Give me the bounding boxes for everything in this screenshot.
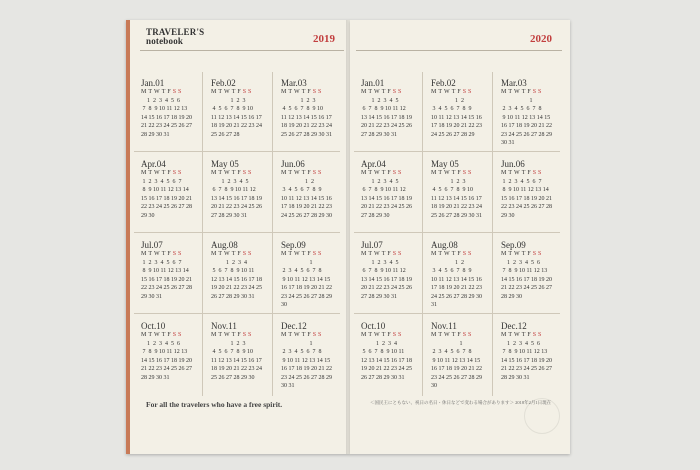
weekday-label: W <box>444 332 452 338</box>
day-numbers: 1 2 3 4 5 6 7 8 9 10 11 12 13 14 15 16 17 18 19 20 21 22 23 24 25 26 27 28 29 <box>431 98 482 138</box>
weekday-label: S <box>468 251 474 257</box>
weekday-label: M <box>501 170 509 176</box>
weekday-label: T <box>288 251 295 257</box>
grid-divider <box>134 232 340 233</box>
weekday-label: T <box>218 170 225 176</box>
weekday-label: W <box>444 89 452 95</box>
footer-tagline: For all the travelers who have a free spirit. <box>146 400 283 409</box>
weekday-label: W <box>294 332 302 338</box>
weekday-label: W <box>294 251 302 257</box>
month-name: Sep.09 <box>501 240 526 250</box>
month-name: Jul.07 <box>141 240 163 250</box>
weekday-label: T <box>451 170 458 176</box>
weekday-label: W <box>154 170 162 176</box>
day-numbers: 1 2 3 4 5 6 7 8 9 10 11 12 13 14 15 16 17 18 19 20 21 22 23 24 25 26 27 28 29 30 <box>281 260 332 309</box>
header-rule <box>356 50 562 51</box>
weekday-header <box>501 170 543 176</box>
weekday-label: S <box>242 89 249 95</box>
weekday-label: M <box>281 89 289 95</box>
weekday-label: M <box>431 170 439 176</box>
weekday-label: F <box>307 170 313 176</box>
weekday-header <box>501 251 543 257</box>
grid-divider <box>134 313 340 314</box>
grid-divider <box>422 72 423 396</box>
weekday-label: S <box>398 251 404 257</box>
weekday-header <box>361 332 403 338</box>
weekday-label: M <box>501 251 509 257</box>
weekday-label: M <box>141 89 149 95</box>
weekday-label: S <box>532 170 539 176</box>
month-cell <box>424 234 490 312</box>
weekday-label: T <box>301 251 308 257</box>
weekday-label: F <box>387 332 393 338</box>
weekday-label: W <box>514 332 522 338</box>
weekday-label: W <box>514 89 522 95</box>
day-numbers: 1 2 3 4 5 6 7 8 9 10 11 12 13 14 15 16 17 18 19 20 21 22 23 24 25 26 27 28 29 30 <box>281 179 332 219</box>
weekday-label: W <box>514 170 522 176</box>
month-name: Dec.12 <box>281 321 307 331</box>
day-numbers: 1 2 3 4 5 6 7 8 9 10 11 12 13 14 15 16 17 18 19 20 21 22 23 24 25 26 27 28 29 30 <box>501 179 552 219</box>
month-name: Jan.01 <box>141 78 165 88</box>
weekday-label: T <box>161 251 168 257</box>
weekday-label: S <box>248 170 254 176</box>
month-name: Jul.07 <box>361 240 383 250</box>
weekday-label: S <box>312 251 319 257</box>
weekday-label: T <box>148 332 155 338</box>
weekday-label: S <box>312 332 319 338</box>
weekday-label: F <box>527 89 533 95</box>
weekday-header <box>361 251 403 257</box>
grid-divider <box>354 313 560 314</box>
weekday-label: S <box>318 251 324 257</box>
month-cell <box>424 315 490 393</box>
weekday-label: T <box>161 170 168 176</box>
weekday-label: S <box>532 332 539 338</box>
month-grid-2019 <box>130 72 350 396</box>
weekday-label: W <box>444 251 452 257</box>
month-name: Dec.12 <box>501 321 527 331</box>
weekday-label: T <box>218 251 225 257</box>
weekday-label: W <box>154 332 162 338</box>
month-cell <box>354 153 420 231</box>
day-numbers: 1 2 3 4 5 6 7 8 9 10 11 12 13 14 15 16 17 18 19 20 21 22 23 24 25 26 27 28 <box>211 98 262 138</box>
weekday-label: T <box>231 332 238 338</box>
brand-line2: notebook <box>146 36 184 46</box>
weekday-label: S <box>538 332 544 338</box>
weekday-label: F <box>387 251 393 257</box>
weekday-label: S <box>242 251 249 257</box>
month-name: Nov.11 <box>211 321 237 331</box>
month-cell <box>204 234 270 312</box>
weekday-label: M <box>141 170 149 176</box>
weekday-label: F <box>457 332 463 338</box>
weekday-label: W <box>224 89 232 95</box>
weekday-label: W <box>514 251 522 257</box>
day-numbers: 1 2 3 4 5 6 7 8 9 10 11 12 13 14 15 16 17 18 19 20 21 22 23 24 25 26 27 28 29 30 31 <box>361 98 412 138</box>
day-numbers: 1 2 3 4 5 6 7 8 9 10 11 12 13 14 15 16 17 18 19 20 21 22 23 24 25 26 27 28 29 30 <box>361 179 412 219</box>
weekday-label: S <box>538 89 544 95</box>
weekday-header <box>281 332 323 338</box>
day-numbers: 1 2 3 4 5 6 7 8 9 10 11 12 13 14 15 16 17 18 19 20 21 22 23 24 25 26 27 28 29 30 <box>501 260 552 300</box>
month-name: Jun.06 <box>501 159 525 169</box>
month-name: Feb.02 <box>211 78 236 88</box>
weekday-label: T <box>231 170 238 176</box>
month-name: Mar.03 <box>501 78 527 88</box>
weekday-label: T <box>301 89 308 95</box>
grid-divider <box>202 72 203 396</box>
weekday-label: S <box>312 89 319 95</box>
weekday-label: W <box>154 251 162 257</box>
weekday-label: S <box>468 332 474 338</box>
weekday-label: S <box>248 332 254 338</box>
weekday-label: T <box>451 89 458 95</box>
month-name: Oct.10 <box>141 321 166 331</box>
month-name: Apr.04 <box>141 159 166 169</box>
weekday-label: W <box>444 170 452 176</box>
grid-divider <box>134 151 340 152</box>
weekday-label: F <box>237 170 243 176</box>
weekday-label: F <box>167 170 173 176</box>
weekday-header <box>361 170 403 176</box>
weekday-label: T <box>231 251 238 257</box>
day-numbers: 1 2 3 4 5 6 7 8 9 10 11 12 13 14 15 16 17 18 19 20 21 22 23 24 25 26 27 28 29 30 31 <box>281 341 332 390</box>
weekday-label: T <box>368 89 375 95</box>
month-name: Feb.02 <box>431 78 456 88</box>
day-numbers: 1 2 3 4 5 6 7 8 9 10 11 12 13 14 15 16 17 18 19 20 21 22 23 24 25 26 27 28 29 30 31 <box>431 260 482 309</box>
grid-divider <box>354 151 560 152</box>
month-cell <box>494 153 560 231</box>
weekday-label: S <box>318 332 324 338</box>
footer-note: ＜国民王にともない、祝日の名日・休日などで変わる場合があります＞ 2018年2月1日現在 <box>370 400 552 405</box>
weekday-label: W <box>294 170 302 176</box>
weekday-header <box>501 332 543 338</box>
month-name: May 05 <box>211 159 239 169</box>
header-rule <box>140 50 344 51</box>
weekday-label: M <box>281 251 289 257</box>
weekday-label: F <box>457 251 463 257</box>
weekday-label: S <box>398 332 404 338</box>
weekday-label: F <box>237 332 243 338</box>
month-name: May 05 <box>431 159 459 169</box>
weekday-label: T <box>438 89 445 95</box>
weekday-label: S <box>172 332 179 338</box>
weekday-label: S <box>398 170 404 176</box>
weekday-label: T <box>381 89 388 95</box>
weekday-header <box>141 170 183 176</box>
day-numbers: 1 2 3 4 5 6 7 8 9 10 11 12 13 14 15 16 17 18 19 20 21 22 23 24 25 26 27 28 29 30 31 <box>141 98 192 138</box>
weekday-label: F <box>167 332 173 338</box>
weekday-label: M <box>141 251 149 257</box>
weekday-label: S <box>318 89 324 95</box>
weekday-label: W <box>374 332 382 338</box>
day-numbers: 1 2 3 4 5 6 7 8 9 10 11 12 13 14 15 16 17 18 19 20 21 22 23 24 25 26 27 28 29 30 31 <box>141 260 192 300</box>
weekday-label: T <box>148 170 155 176</box>
weekday-label: T <box>451 332 458 338</box>
weekday-label: F <box>527 251 533 257</box>
weekday-label: T <box>218 89 225 95</box>
weekday-label: F <box>387 89 393 95</box>
weekday-label: T <box>288 170 295 176</box>
weekday-label: S <box>248 251 254 257</box>
month-cell <box>134 315 200 393</box>
weekday-label: T <box>231 89 238 95</box>
weekday-label: S <box>468 89 474 95</box>
weekday-label: F <box>307 251 313 257</box>
weekday-header <box>501 89 543 95</box>
weekday-label: T <box>301 332 308 338</box>
weekday-label: T <box>521 89 528 95</box>
day-numbers: 1 2 3 4 5 6 7 8 9 10 11 12 13 14 15 16 17 18 19 20 21 22 23 24 25 26 27 28 29 30 <box>431 341 482 390</box>
weekday-label: W <box>154 89 162 95</box>
brand-line1: TRAVELER'S <box>146 27 205 37</box>
weekday-label: T <box>301 170 308 176</box>
weekday-label: W <box>224 332 232 338</box>
weekday-label: S <box>178 170 184 176</box>
weekday-label: T <box>508 89 515 95</box>
day-numbers: 1 2 3 4 5 6 7 8 9 10 11 12 13 14 15 16 17 18 19 20 21 22 23 24 25 26 27 28 29 30 31 <box>211 179 262 219</box>
weekday-label: W <box>224 251 232 257</box>
month-name: Aug.08 <box>211 240 238 250</box>
weekday-header <box>281 251 323 257</box>
month-name: Apr.04 <box>361 159 386 169</box>
weekday-label: M <box>361 251 369 257</box>
weekday-label: S <box>468 170 474 176</box>
weekday-label: W <box>224 170 232 176</box>
weekday-label: S <box>242 170 249 176</box>
weekday-label: M <box>361 332 369 338</box>
weekday-label: S <box>172 251 179 257</box>
month-cell <box>424 153 490 231</box>
weekday-label: T <box>508 332 515 338</box>
weekday-header <box>141 251 183 257</box>
weekday-label: T <box>368 251 375 257</box>
weekday-label: T <box>438 332 445 338</box>
month-grid-2020 <box>350 72 570 396</box>
month-name: Nov.11 <box>431 321 457 331</box>
month-name: Jun.06 <box>281 159 305 169</box>
weekday-label: T <box>438 251 445 257</box>
weekday-label: T <box>381 251 388 257</box>
weekday-header <box>281 89 323 95</box>
weekday-label: S <box>532 251 539 257</box>
weekday-label: S <box>172 170 179 176</box>
weekday-label: T <box>508 170 515 176</box>
weekday-label: S <box>538 170 544 176</box>
calendar-page-2020 <box>350 20 570 454</box>
weekday-label: M <box>211 332 219 338</box>
weekday-label: F <box>527 170 533 176</box>
month-name: Sep.09 <box>281 240 306 250</box>
weekday-label: T <box>508 251 515 257</box>
weekday-label: S <box>248 89 254 95</box>
weekday-label: S <box>178 89 184 95</box>
weekday-label: S <box>532 89 539 95</box>
month-cell <box>424 72 490 150</box>
weekday-header <box>431 89 473 95</box>
weekday-label: S <box>538 251 544 257</box>
weekday-label: T <box>148 89 155 95</box>
day-numbers: 1 2 3 4 5 6 7 8 9 10 11 12 13 14 15 16 17 18 19 20 21 22 23 24 25 26 27 28 29 30 31 <box>501 341 552 381</box>
weekday-header <box>431 251 473 257</box>
weekday-label: S <box>462 332 469 338</box>
weekday-label: M <box>141 332 149 338</box>
month-cell <box>354 72 420 150</box>
month-name: Aug.08 <box>431 240 458 250</box>
weekday-label: F <box>237 89 243 95</box>
weekday-label: S <box>392 332 399 338</box>
year-2020: 2020 <box>530 33 552 45</box>
month-cell <box>274 315 340 393</box>
weekday-header <box>211 89 253 95</box>
month-cell <box>204 153 270 231</box>
grid-divider <box>354 232 560 233</box>
weekday-label: T <box>521 251 528 257</box>
weekday-label: M <box>431 89 439 95</box>
weekday-header <box>211 251 253 257</box>
weekday-label: S <box>172 89 179 95</box>
day-numbers: 1 2 3 4 5 6 7 8 9 10 11 12 13 14 15 16 17 18 19 20 21 22 23 24 25 26 27 28 29 30 31 <box>211 260 262 300</box>
month-name: Oct.10 <box>361 321 386 331</box>
day-numbers: 1 2 3 4 5 6 7 8 9 10 11 12 13 14 15 16 17 18 19 20 21 22 23 24 25 26 27 28 29 30 31 <box>501 98 552 147</box>
weekday-label: S <box>312 170 319 176</box>
weekday-label: T <box>381 170 388 176</box>
month-cell <box>494 234 560 312</box>
weekday-header <box>431 332 473 338</box>
weekday-label: M <box>281 170 289 176</box>
weekday-header <box>211 332 253 338</box>
weekday-label: S <box>462 251 469 257</box>
weekday-label: F <box>457 170 463 176</box>
day-numbers: 1 2 3 4 5 6 7 8 9 10 11 12 13 14 15 16 17 18 19 20 21 22 23 24 25 26 27 28 29 30 31 <box>361 341 412 381</box>
calendar-page-2019 <box>126 20 350 454</box>
weekday-label: S <box>392 89 399 95</box>
weekday-header <box>141 332 183 338</box>
weekday-label: F <box>387 170 393 176</box>
weekday-label: S <box>462 89 469 95</box>
weekday-label: T <box>288 332 295 338</box>
month-name: Mar.03 <box>281 78 307 88</box>
grid-divider <box>492 72 493 396</box>
month-cell <box>204 315 270 393</box>
weekday-label: T <box>451 251 458 257</box>
weekday-label: T <box>148 251 155 257</box>
weekday-label: F <box>457 89 463 95</box>
month-cell <box>274 72 340 150</box>
weekday-label: M <box>281 332 289 338</box>
weekday-label: F <box>167 251 173 257</box>
weekday-label: S <box>178 332 184 338</box>
month-cell <box>494 72 560 150</box>
weekday-label: M <box>211 89 219 95</box>
weekday-label: S <box>398 89 404 95</box>
weekday-label: T <box>218 332 225 338</box>
weekday-label: T <box>161 89 168 95</box>
month-cell <box>204 72 270 150</box>
month-cell <box>494 315 560 393</box>
weekday-label: M <box>211 251 219 257</box>
day-numbers: 1 2 3 4 5 6 7 8 9 10 11 12 13 14 15 16 17 18 19 20 21 22 23 24 25 26 27 28 29 30 <box>141 179 192 219</box>
weekday-label: T <box>521 332 528 338</box>
weekday-label: W <box>374 170 382 176</box>
weekday-label: F <box>167 89 173 95</box>
brand-logo <box>146 28 204 46</box>
weekday-label: T <box>288 89 295 95</box>
weekday-label: F <box>527 332 533 338</box>
weekday-label: W <box>374 251 382 257</box>
weekday-label: M <box>431 332 439 338</box>
weekday-label: M <box>211 170 219 176</box>
day-numbers: 1 2 3 4 5 6 7 8 9 10 11 12 13 14 15 16 17 18 19 20 21 22 23 24 25 26 27 28 29 30 31 <box>361 260 412 300</box>
weekday-label: F <box>307 332 313 338</box>
weekday-header <box>431 170 473 176</box>
weekday-label: F <box>307 89 313 95</box>
weekday-label: S <box>242 332 249 338</box>
weekday-header <box>211 170 253 176</box>
weekday-label: W <box>294 89 302 95</box>
weekday-label: S <box>178 251 184 257</box>
weekday-label: T <box>438 170 445 176</box>
stamp-watermark <box>524 398 560 434</box>
grid-divider <box>272 72 273 396</box>
weekday-label: M <box>431 251 439 257</box>
day-numbers: 1 2 3 4 5 6 7 8 9 10 11 12 13 14 15 16 17 18 19 20 21 22 23 24 25 26 27 28 29 30 31 <box>281 98 332 138</box>
month-cell <box>354 315 420 393</box>
weekday-header <box>361 89 403 95</box>
weekday-label: S <box>318 170 324 176</box>
weekday-label: S <box>462 170 469 176</box>
day-numbers: 1 2 3 4 5 6 7 8 9 10 11 12 13 14 15 16 17 18 19 20 21 22 23 24 25 26 27 28 29 30 31 <box>141 341 192 381</box>
weekday-label: W <box>374 89 382 95</box>
weekday-header <box>141 89 183 95</box>
weekday-label: T <box>161 332 168 338</box>
weekday-label: M <box>501 89 509 95</box>
weekday-label: M <box>501 332 509 338</box>
month-cell <box>274 153 340 231</box>
weekday-label: T <box>381 332 388 338</box>
year-2019: 2019 <box>313 33 335 45</box>
month-cell <box>134 72 200 150</box>
day-numbers: 1 2 3 4 5 6 7 8 9 10 11 12 13 14 15 16 17 18 19 20 21 22 23 24 25 26 27 28 29 30 <box>211 341 262 381</box>
month-cell <box>134 153 200 231</box>
weekday-label: S <box>392 170 399 176</box>
month-name: Jan.01 <box>361 78 385 88</box>
weekday-label: F <box>237 251 243 257</box>
weekday-label: T <box>521 170 528 176</box>
weekday-label: M <box>361 170 369 176</box>
day-numbers: 1 2 3 4 5 6 7 8 9 10 11 12 13 14 15 16 17 18 19 20 21 22 23 24 25 26 27 28 29 30 31 <box>431 179 482 219</box>
weekday-label: T <box>368 170 375 176</box>
weekday-header <box>281 170 323 176</box>
weekday-label: T <box>368 332 375 338</box>
month-cell <box>354 234 420 312</box>
weekday-label: S <box>392 251 399 257</box>
month-cell <box>274 234 340 312</box>
weekday-label: M <box>361 89 369 95</box>
month-cell <box>134 234 200 312</box>
